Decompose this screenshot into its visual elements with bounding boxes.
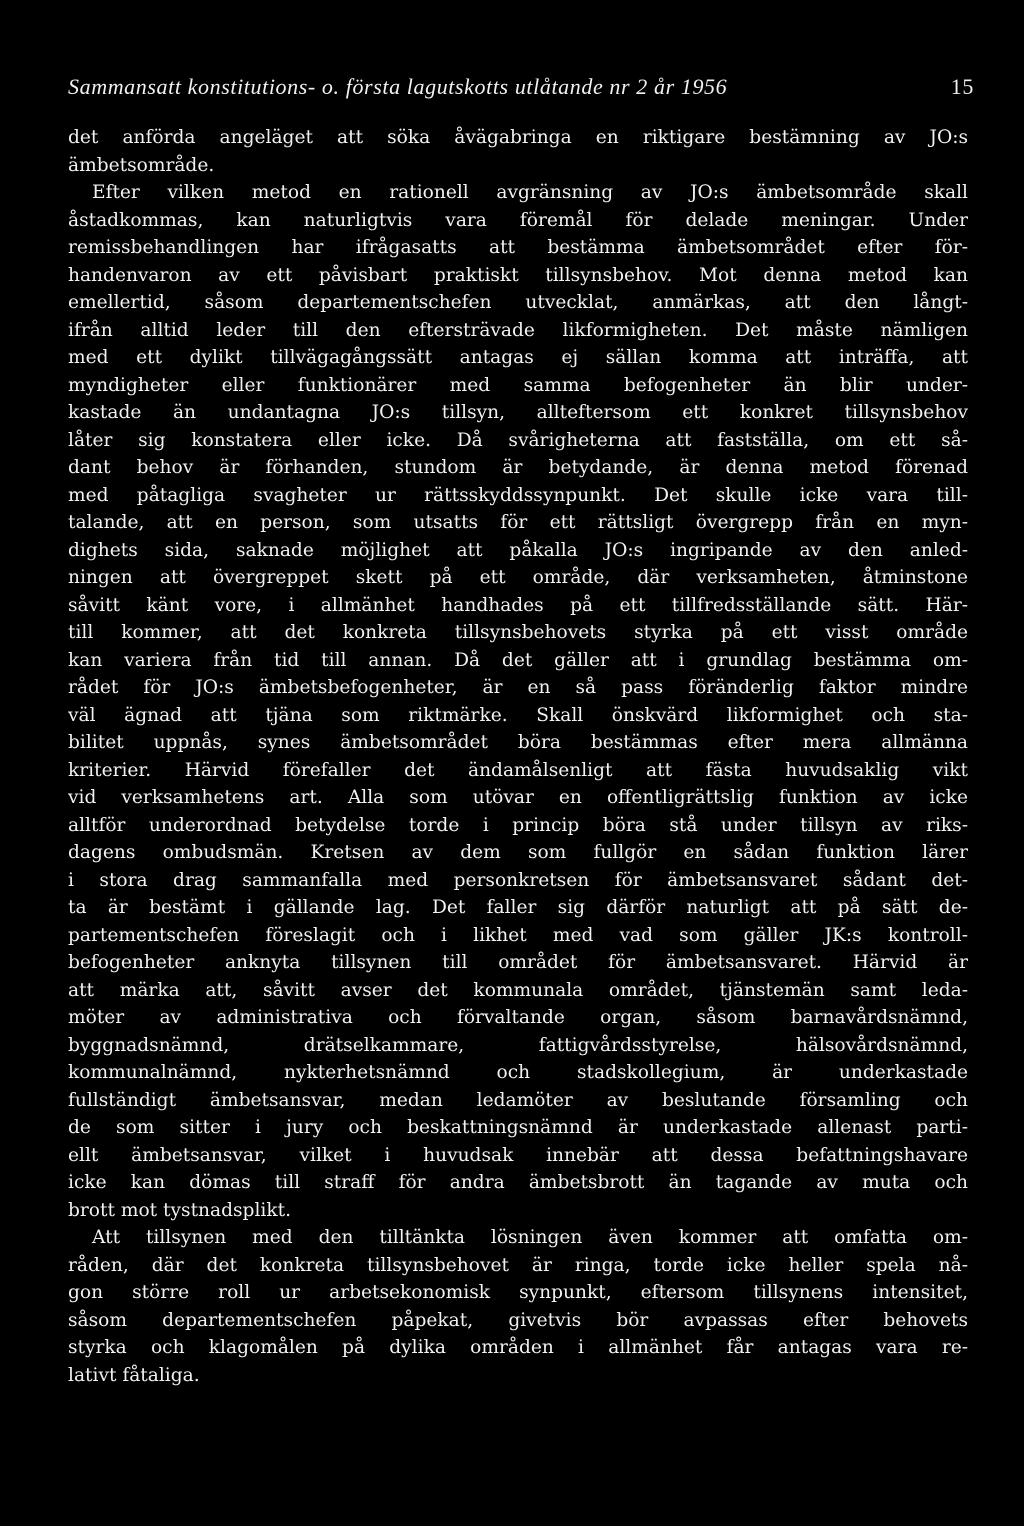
text-line: kan variera från tid till annan. Då det gäller att i grundlag bestämma om- <box>68 649 968 671</box>
text-line: kastade än undantagna JO:s tillsyn, allteftersom ett konkret tillsynsbehov <box>68 402 968 423</box>
text-line: befogenheter anknyta tillsynen till området för ämbetsansvaret. Härvid är <box>68 952 968 973</box>
text-line: i stora drag sammanfalla med personkretsen för ämbetsansvaret sådant det- <box>68 869 968 891</box>
text-line: till kommer, att det konkreta tillsynsbehovets styrka på ett visst område <box>68 622 968 643</box>
text-line: de som sitter i jury och beskattningsnämnd är underkastade allenast parti- <box>68 1117 968 1138</box>
text-line: dagens ombudsmän. Kretsen av dem som fullgör en sådan funktion lärer <box>68 842 968 863</box>
text-line: låter sig konstatera eller icke. Då svårigheterna att fastställa, om ett så- <box>68 429 968 451</box>
running-title: Sammansatt konstitutions- o. första lagutskotts utlåtande nr 2 år 1956 <box>68 74 728 99</box>
text-line: väl ägnad att tjäna som riktmärke. Skall önskvärd likformighet och sta- <box>68 704 968 726</box>
text-line: talande, att en person, som utsatts för ett rättsligt övergrepp från en myn- <box>68 512 968 533</box>
text-line: ellt ämbetsansvar, vilket i huvudsak innebär att dessa befattningshavare <box>68 1144 968 1166</box>
text-line: bilitet uppnås, synes ämbetsområdet böra bestämmas efter mera allmänna <box>68 732 968 753</box>
text-line: alltför underordnad betydelse torde i princip böra stå under tillsyn av riks- <box>68 814 968 836</box>
text-line: råden, där det konkreta tillsynsbehovet är ringa, torde icke heller spela nå- <box>68 1254 968 1276</box>
text-line: att märka att, såvitt avser det kommunala området, tjänstemän samt leda- <box>68 979 968 1001</box>
text-line: med påtagliga svagheter ur rättsskyddssynpunkt. Det skulle icke vara till- <box>68 484 968 506</box>
text-line: såvitt känt vore, i allmänhet handhades på ett tillfredsställande sätt. Här- <box>68 594 968 616</box>
text-line: möter av administrativa och förvaltande organ, såsom barnavårdsnämnd, <box>68 1007 968 1028</box>
text-line: ifrån alltid leder till den eftersträvade likformigheten. Det måste nämligen <box>68 319 968 341</box>
text-line: rådet för JO:s ämbetsbefogenheter, är en så pass föränderlig faktor mindre <box>68 677 968 698</box>
text-line: det anförda angeläget att söka åvägabringa en riktigare bestämning av JO:s <box>68 127 968 148</box>
text-line: åstadkommas, kan naturligtvis vara föremål för delade meningar. Under <box>68 209 968 231</box>
text-line: ämbetsområde. <box>68 154 215 176</box>
text-line: lativt fåtaliga. <box>68 1364 200 1386</box>
text-line: ningen att övergreppet skett på ett område, där verksamheten, åtminstone <box>68 567 968 588</box>
text-line: med ett dylikt tillvägagångssätt antagas ej sällan komma att inträffa, att <box>68 347 968 368</box>
text-line: Att tillsynen med den tilltänkta lösningen även kommer att omfatta om- <box>92 1227 968 1248</box>
text-line: brott mot tystnadsplikt. <box>68 1199 291 1221</box>
text-line: emellertid, såsom departementschefen utvecklat, anmärkas, att den långt- <box>68 292 968 313</box>
text-line: såsom departementschefen påpekat, givetvis bör avpassas efter behovets <box>68 1309 968 1331</box>
text-line: remissbehandlingen har ifrågasatts att bestämma ämbetsområdet efter för- <box>68 237 968 258</box>
text-line: dighets sida, saknade möjlighet att påkalla JO:s ingripande av den anled- <box>68 539 968 561</box>
text-line: kommunalnämnd, nykterhetsnämnd och stadskollegium, är underkastade <box>68 1062 968 1083</box>
page-header <box>68 74 974 110</box>
text-line: myndigheter eller funktionärer med samma befogenheter än blir under- <box>68 374 968 396</box>
page-number: 15 <box>950 74 974 99</box>
text-line: styrka och klagomålen på dylika områden i allmänhet får antagas vara re- <box>68 1337 968 1358</box>
text-line: dant behov är förhanden, stundom är betydande, är denna metod förenad <box>68 457 968 478</box>
text-line: fullständigt ämbetsansvar, medan ledamöter av beslutande församling och <box>68 1089 968 1111</box>
text-line: byggnadsnämnd, drätselkammare, fattigvårdsstyrelse, hälsovårdsnämnd, <box>68 1034 968 1056</box>
text-line: handenvaron av ett påvisbart praktiskt tillsynsbehov. Mot denna metod kan <box>68 264 968 286</box>
text-line: icke kan dömas till straff för andra ämbetsbrott än tagande av muta och <box>68 1172 968 1193</box>
body-text <box>68 124 968 1389</box>
text-line: vid verksamhetens art. Alla som utövar en offentligrättslig funktion av icke <box>68 787 968 808</box>
text-line: partementschefen föreslagit och i likhet med vad som gäller JK:s kontroll- <box>68 924 968 946</box>
text-line: ta är bestämt i gällande lag. Det faller sig därför naturligt att på sätt de- <box>68 897 968 918</box>
text-line: kriterier. Härvid förefaller det ändamålsenligt att fästa huvudsaklig vikt <box>68 759 968 781</box>
text-line: gon större roll ur arbetsekonomisk synpunkt, eftersom tillsynens intensitet, <box>68 1282 968 1303</box>
text-line: Efter vilken metod en rationell avgränsning av JO:s ämbetsområde skall <box>92 182 968 203</box>
